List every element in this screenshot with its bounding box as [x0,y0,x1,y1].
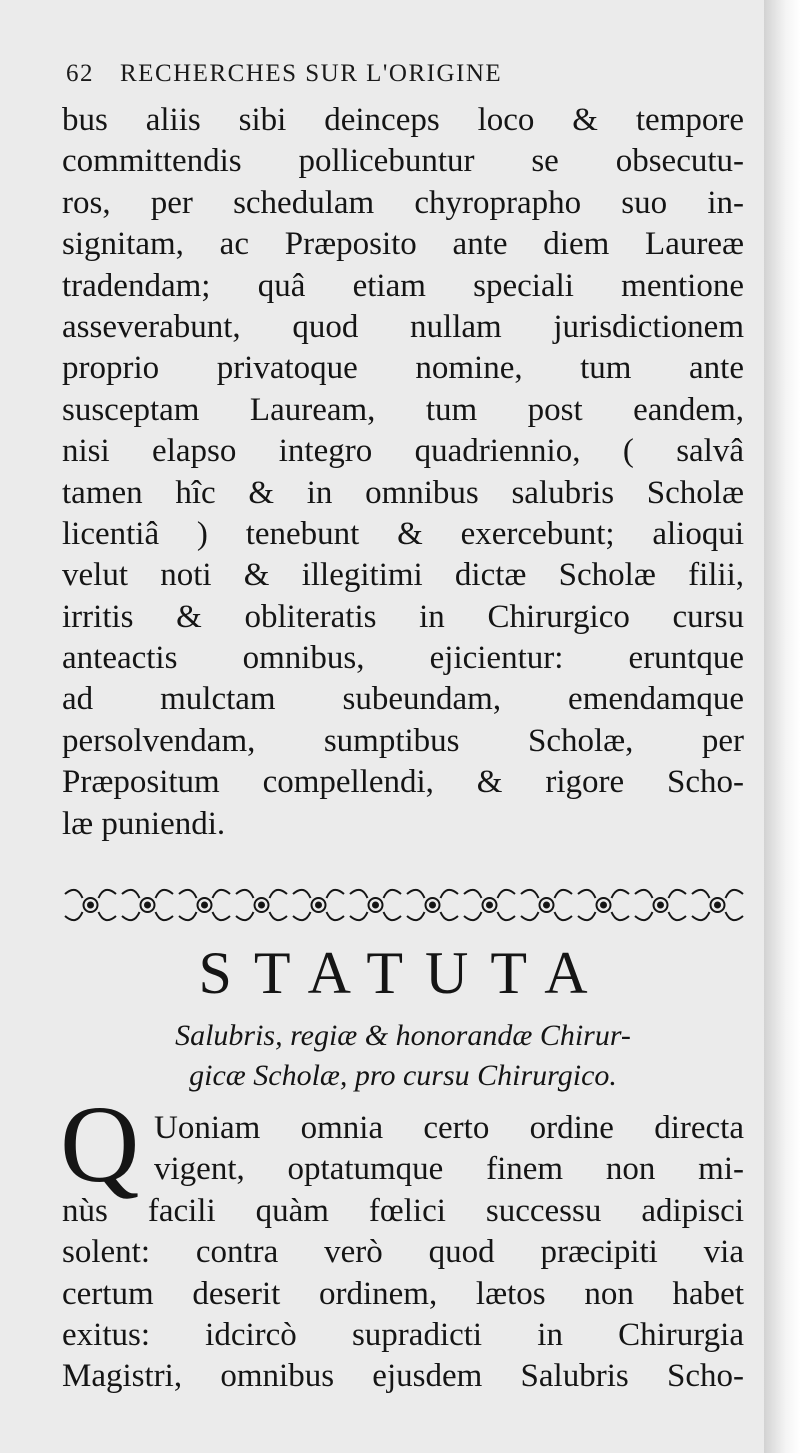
text-line: licentiâ ) tenebunt & exercebunt; alioqui [62,515,744,552]
text-line: Præpositum compellendi, & rigore Scho- [62,764,744,801]
fleuron-center [487,903,492,908]
ornamental-band [62,880,746,930]
paragraph-2 [62,1108,744,1398]
text-line: certum deserit ordinem, lætos non habet [62,1275,744,1312]
text-line: exitus: idcircò supradicti in Chirurgia [62,1316,744,1353]
fleuron-center [88,903,93,908]
fleuron-center [145,903,150,908]
text-line: nisi elapso integro quadriennio, ( salvâ [62,433,744,470]
text-line: committendis pollicebuntur se obsecutu- [62,143,744,180]
text-line: asseverabunt, quod nullam jurisdictionem [62,308,744,345]
fleuron-center [316,903,321,908]
subtitle-line: Salubris, regiæ & honorandæ Chirur- [175,1019,631,1052]
running-title: RECHERCHES SUR L'ORIGINE [120,60,503,87]
text-line: vigent, optatumque finem non mi- [154,1151,744,1188]
text-line: læ puniendi. [62,805,226,842]
text-line: anteactis omnibus, ejicientur: eruntque [62,640,744,677]
text-line: proprio privatoque nomine, tum ante [62,350,744,387]
subtitle-line: gicæ Scholæ, pro cursu Chirurgico. [189,1059,617,1092]
text-line: nùs facili quàm fœlici successu adipisci [62,1192,744,1229]
drop-cap: Q [60,1083,140,1205]
fleuron-center [202,903,207,908]
page-edge-shadow [764,0,800,1453]
text-line: irritis & obliteratis in Chirurgico cursu [62,598,744,635]
fleuron-center [430,903,435,908]
fleuron-center [658,903,663,908]
text-line: ros, per schedulam chyroprapho suo in- [62,184,744,221]
text-line: solent: contra verò quod præcipiti via [62,1234,744,1271]
fleuron-center [373,903,378,908]
text-line: ad mulctam subeundam, emendamque [62,681,744,718]
text-line: tamen hîc & in omnibus salubris Scholæ [62,474,744,511]
text-line: Uoniam omnia certo ordine directa [154,1110,744,1146]
text-line: bus aliis sibi deinceps loco & tempore [62,102,744,138]
section-subtitle [62,1016,744,1096]
fleuron-center [601,903,606,908]
text-line: velut noti & illegitimi dictæ Scholæ filii, [62,557,744,594]
section-title: STATUTA [198,940,610,1006]
running-header [66,60,746,88]
text-line: susceptam Lauream, tum post eandem, [62,391,744,428]
text-line: persolvendam, sumptibus Scholæ, per [62,722,744,759]
text-line: tradendam; quâ etiam speciali mentione [62,267,744,304]
page-number: 62 [66,60,94,87]
text-line: Magistri, omnibus ejusdem Salubris Scho- [62,1358,744,1395]
fleuron-center [544,903,549,908]
paragraph-1 [62,100,744,845]
fleuron-center [715,903,720,908]
text-line: signitam, ac Præposito ante diem Laureæ [62,226,744,263]
fleuron-center [259,903,264,908]
